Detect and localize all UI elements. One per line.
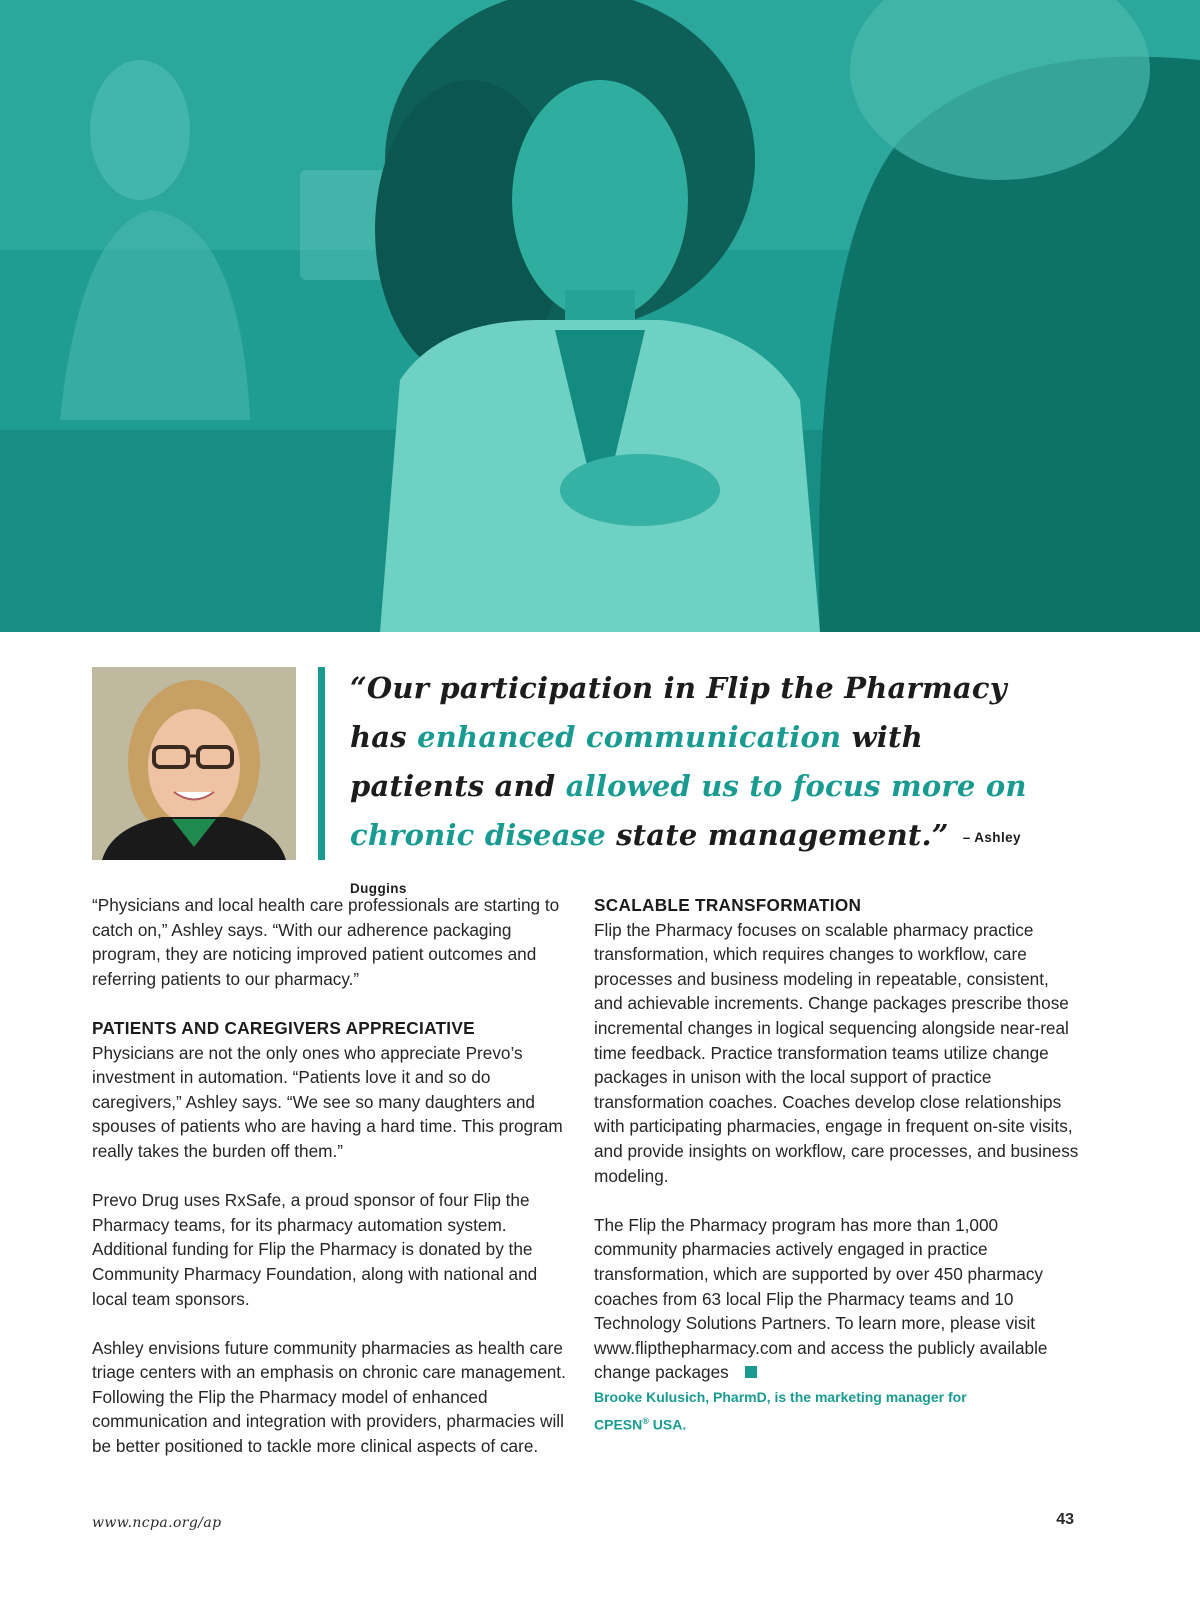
left-paragraph-4: Ashley envisions future community pharmacies as health care triage centers with an emphasis on chronic care management. Following the Flip the Pharmacy model of enhanced communication and integration with providers, pharmacies will be better positioned to tackle more clinical aspects of care. (92, 1337, 566, 1457)
quote-accent-bar (318, 667, 325, 860)
author-bio-org: CPESN (594, 1417, 643, 1434)
page-number: 43 (1056, 1511, 1074, 1528)
pull-quote-close: state management.” (605, 818, 949, 852)
left-paragraph-2: Physicians are not the only ones who appreciate Prevo’s investment in automation. “Patients love it and so do caregivers,” Ashley says. “We see so many daughters and spouses of patients who are having a hard time. This program really takes the burden off them.” (92, 1042, 563, 1161)
hero-photo (0, 0, 1200, 632)
right-column (594, 893, 1082, 1438)
pull-quote-open: “Our participation in Flip the Pharmacy has (350, 671, 1007, 754)
article-end-mark (745, 1366, 757, 1378)
heading-patients-caregivers: PATIENTS AND CAREGIVERS APPRECIATIVE (92, 1017, 475, 1038)
pull-quote-attribution: – Ashley Duggins (350, 830, 1021, 896)
hero-illustration (0, 0, 1200, 632)
ashley-duggins-portrait (92, 667, 296, 860)
author-bio (594, 1385, 1082, 1438)
author-bio-tail: USA. (648, 1417, 687, 1434)
footer-url[interactable]: www.ncpa.org/ap (92, 1515, 222, 1531)
left-paragraph-3: Prevo Drug uses RxSafe, a proud sponsor of four Flip the Pharmacy teams, for its pharmacy automation system. Additional funding for Flip the Pharmacy is donated by the Community Pharmacy Foundation, along with national and local team sponsors. (92, 1190, 538, 1309)
registered-mark: ® (642, 1416, 649, 1427)
pull-quote-highlight-1: enhanced communication (417, 720, 842, 754)
left-column (92, 893, 570, 1459)
right-paragraph-2-text: The Flip the Pharmacy program has more than 1,000 community pharmacies actively engaged in practice transformation, which are supported by over 450 pharmacy coaches from 63 local Flip the Pharmacy teams and 10 Technology Solutions Partners. To learn more, please visit www.flipthepharmacy.com and access the publicly available change packages (594, 1214, 1048, 1383)
right-paragraph-1: Flip the Pharmacy focuses on scalable pharmacy practice transformation, which requires changes to workflow, care processes and business modeling in repeatable, consistent, and achievable increments. Change packages prescribe those incremental changes in logical sequencing alongside near-real time feedback. Practice transformation teams utilize change packages in unison with the local support of practice transformation coaches. Coaches develop close relationships with participating pharmacies, engage in frequent on-site visits, and provide insights on workflow, care processes, and business modeling. (594, 919, 1079, 1186)
left-paragraph-1: “Physicians and local health care professionals are starting to catch on,” Ashley says. “With our adherence packaging program, they are noticing improved patient outcomes and referring patients to our pharmacy.” (92, 895, 560, 989)
heading-scalable-transformation: SCALABLE TRANSFORMATION (594, 895, 862, 915)
pull-quote (350, 664, 1050, 913)
right-paragraph-2 (594, 1213, 1082, 1385)
pull-quote-highlight-2: allowed us to focus more on chronic disease (350, 769, 1027, 852)
pull-quote-middle: with patients and (350, 720, 923, 803)
author-bio-line1: Brooke Kulusich, PharmD, is the marketing manager for (594, 1388, 967, 1405)
portrait-image (92, 667, 296, 860)
